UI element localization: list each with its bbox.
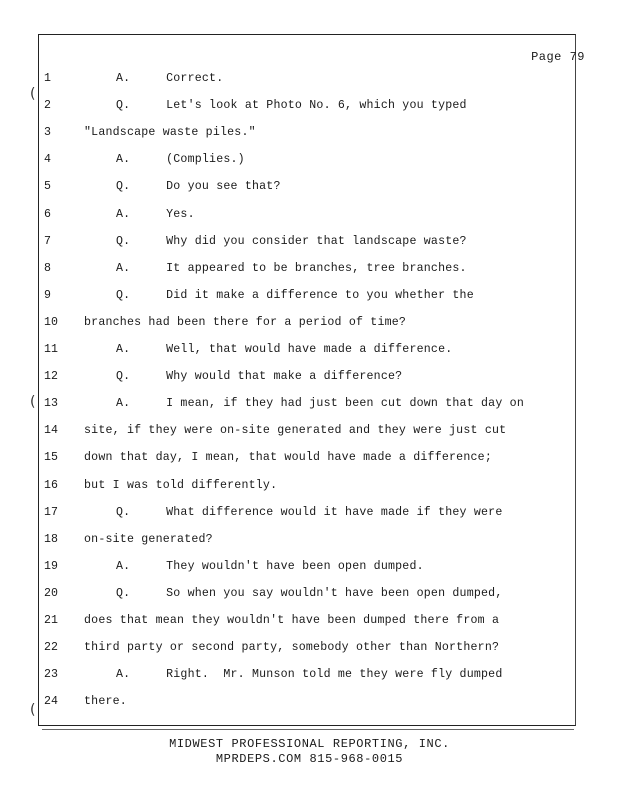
transcript-line — [0, 424, 619, 444]
transcript-line — [0, 695, 619, 715]
line-number: 24 — [44, 695, 58, 709]
line-number: 3 — [44, 126, 51, 140]
line-number: 21 — [44, 614, 58, 627]
line-number: 4 — [44, 153, 51, 167]
line-number: 23 — [44, 668, 58, 682]
line-text: "Landscape waste piles." — [84, 126, 256, 140]
footer-reporter-name: MIDWEST PROFESSIONAL REPORTING, INC. — [169, 737, 450, 751]
line-number: 19 — [44, 559, 58, 573]
transcript-line — [0, 262, 619, 282]
line-number: 1 — [44, 72, 51, 85]
line-text: Q. Why did you consider that landscape waste? — [116, 234, 467, 248]
transcript-line — [0, 180, 619, 200]
binding-hole-mark: ( — [30, 86, 36, 102]
line-number: 9 — [44, 288, 51, 302]
transcript-line — [0, 641, 619, 661]
transcript-line — [0, 560, 619, 580]
line-text: A. Right. Mr. Munson told me they were fly dumped — [116, 668, 503, 682]
transcript-line — [0, 668, 619, 688]
transcript-line — [0, 343, 619, 363]
footer-contact: MPRDEPS.COM 815-968-0015 — [215, 752, 404, 766]
transcript-line — [0, 370, 619, 390]
line-text: site, if they were on-site generated and they were just cut — [84, 424, 507, 438]
line-text: A. (Complies.) — [116, 153, 245, 167]
line-text: branches had been there for a period of time? — [84, 315, 407, 329]
line-text: Q. What difference would it have made if they were — [116, 505, 503, 519]
line-number: 5 — [44, 180, 51, 194]
line-text: Q. Did it make a difference to you whether the — [116, 288, 474, 302]
line-text: Q. Do you see that? — [116, 180, 281, 194]
transcript-line — [0, 153, 619, 173]
line-number: 14 — [44, 424, 58, 438]
transcript-line — [0, 235, 619, 255]
transcript-line — [0, 99, 619, 119]
line-text: A. I mean, if they had just been cut down that day on — [116, 397, 524, 411]
line-text: on-site generated? — [84, 532, 213, 546]
line-text: A. It appeared to be branches, tree branches. — [116, 261, 467, 275]
transcript-line — [0, 479, 619, 499]
transcript-line — [0, 506, 619, 526]
transcript-line — [0, 208, 619, 228]
line-number: 15 — [44, 451, 58, 465]
line-number: 18 — [44, 532, 58, 546]
line-text: A. Yes. — [116, 207, 195, 221]
line-number: 7 — [44, 234, 51, 248]
line-number: 6 — [44, 207, 51, 221]
line-text: Q. So when you say wouldn't have been open dumped, — [116, 586, 503, 600]
transcript-line — [0, 533, 619, 553]
line-text: Q. Let's look at Photo No. 6, which you typed — [116, 99, 467, 113]
transcript-line — [0, 126, 619, 146]
transcript-line — [0, 397, 619, 417]
line-text: third party or second party, somebody other than Northern? — [84, 641, 500, 655]
line-number: 2 — [44, 99, 51, 113]
transcript-line — [0, 72, 619, 92]
transcript-line — [0, 316, 619, 336]
line-number: 11 — [44, 343, 58, 356]
binding-hole-mark: ( — [30, 394, 36, 410]
line-number: 22 — [44, 641, 58, 655]
page-number: Page 79 — [531, 50, 585, 64]
line-text: A. Correct. — [116, 72, 224, 85]
transcript-line — [0, 451, 619, 471]
transcript-line — [0, 587, 619, 607]
line-number: 8 — [44, 261, 51, 275]
line-number: 10 — [44, 315, 58, 329]
line-number: 20 — [44, 586, 58, 600]
line-text: down that day, I mean, that would have made a difference; — [84, 451, 492, 465]
line-text: but I was told differently. — [84, 478, 278, 492]
line-number: 12 — [44, 370, 58, 384]
line-text: does that mean they wouldn't have been dumped there from a — [84, 614, 500, 627]
page-frame-shadow — [42, 726, 574, 730]
line-text: there. — [84, 695, 127, 709]
transcript-line — [0, 614, 619, 634]
line-number: 16 — [44, 478, 58, 492]
line-text: Q. Why would that make a difference? — [116, 370, 403, 384]
line-text: A. They wouldn't have been open dumped. — [116, 559, 424, 573]
line-number: 17 — [44, 505, 58, 519]
line-text: A. Well, that would have made a difference. — [116, 343, 453, 356]
binding-hole-mark: ( — [30, 702, 36, 718]
line-number: 13 — [44, 397, 58, 411]
transcript-line — [0, 289, 619, 309]
